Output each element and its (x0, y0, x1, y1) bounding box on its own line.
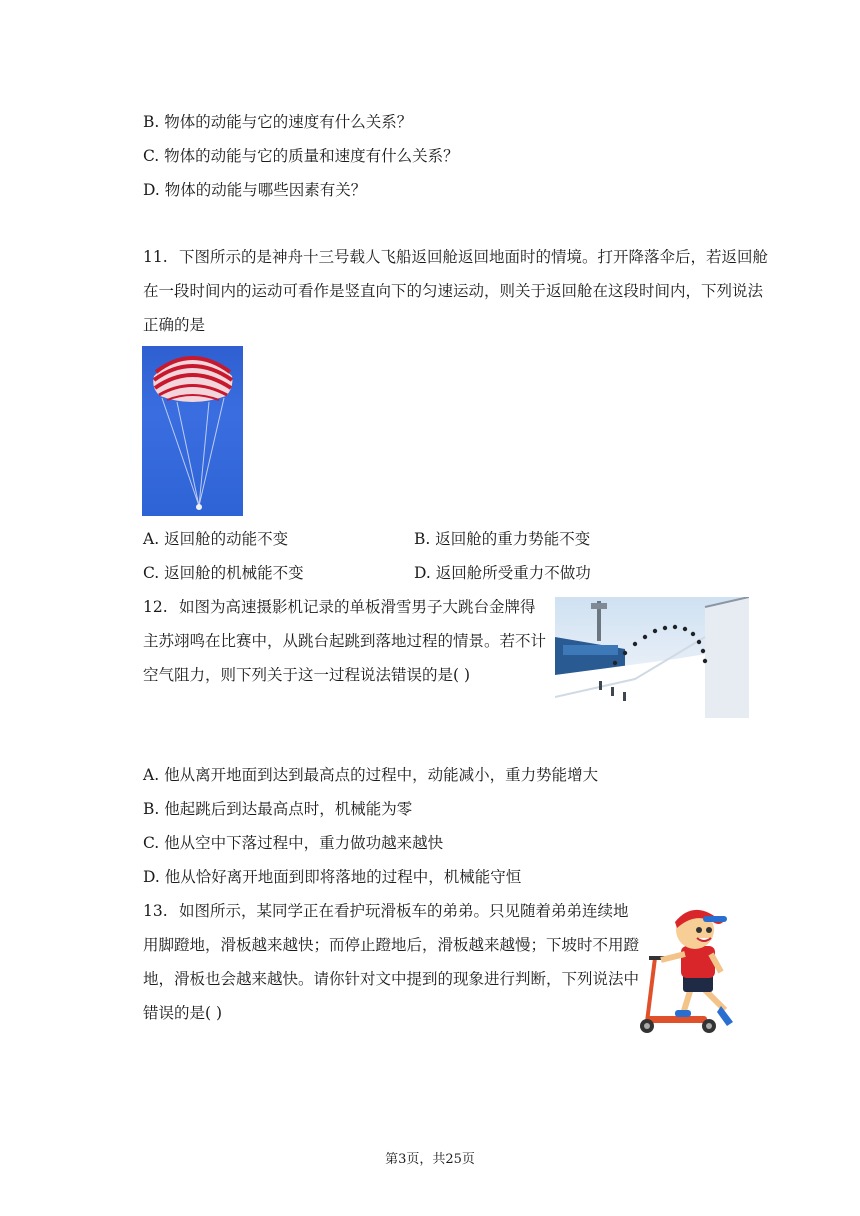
option-text: 返回舱的重力势能不变 (435, 530, 591, 548)
option-label: B. (414, 530, 431, 548)
option-text: 返回舱所受重力不做功 (435, 564, 591, 582)
option-b (414, 529, 590, 549)
option-text: 他从离开地面到达到最高点的过程中，动能减小，重力势能增大 (164, 766, 599, 784)
option-text: 物体的动能与它的速度有什么关系？ (164, 113, 413, 131)
question-13-line-4: 错误的是( ) (143, 1004, 223, 1022)
option-text: 返回舱的机械能不变 (164, 564, 304, 582)
question-text: 如图为高速摄影机记录的单板滑雪男子大跳台金牌得 (179, 598, 536, 616)
option-b (143, 112, 412, 132)
question-number: 11. (143, 248, 168, 266)
question-13-line-3: 地，滑板也会越来越快。请你针对文中提到的现象进行判断，下列说法中 (143, 970, 640, 988)
option-label: C. (143, 564, 160, 582)
option-a (143, 529, 288, 549)
option-d (414, 563, 591, 583)
ski-jump-image (555, 597, 749, 718)
question-text: 下图所示的是神舟十三号载人飞船返回舱返回地面时的情境。打开降落伞后，若返回舱 (179, 248, 769, 266)
question-11-line-3: 正确的是 (143, 316, 206, 334)
question-13-line-2: 用脚蹬地，滑板越来越快；而停止蹬地后，滑板越来越慢；下坡时不用蹬 (143, 936, 640, 954)
option-label: C. (143, 834, 160, 852)
option-label: D. (414, 564, 431, 582)
question-12-line-1 (143, 597, 536, 617)
page-footer: 第3页，共25页 (385, 1152, 475, 1167)
option-label: A. (143, 530, 160, 548)
option-label: C. (143, 147, 160, 165)
option-c (143, 563, 304, 583)
scooter-boy-image (633, 900, 751, 1036)
option-text: 物体的动能与哪些因素有关？ (164, 181, 367, 199)
option-d (143, 867, 521, 887)
question-number: 13. (143, 902, 168, 920)
question-13-line-1 (143, 901, 629, 921)
option-label: B. (143, 800, 160, 818)
option-text: 物体的动能与它的质量和速度有什么关系？ (164, 147, 459, 165)
option-label: D. (143, 868, 160, 886)
option-c (143, 146, 459, 166)
option-b (143, 799, 412, 819)
question-11-line-2: 在一段时间内的运动可看作是竖直向下的匀速运动，则关于返回舱在这段时间内，下列说法 (143, 282, 764, 300)
option-label: D. (143, 181, 160, 199)
option-a (143, 765, 598, 785)
option-text: 返回舱的动能不变 (164, 530, 289, 548)
option-text: 他从恰好离开地面到即将落地的过程中，机械能守恒 (164, 868, 522, 886)
question-text: 如图所示，某同学正在看护玩滑板车的弟弟。只见随着弟弟连续地 (179, 902, 629, 920)
option-d (143, 180, 366, 200)
option-label: B. (143, 113, 160, 131)
option-label: A. (143, 766, 160, 784)
option-c (143, 833, 443, 853)
parachute-image (142, 346, 243, 516)
question-number: 12. (143, 598, 168, 616)
option-text: 他起跳后到达最高点时，机械能为零 (164, 800, 413, 818)
question-12-line-3: 空气阻力，则下列关于这一过程说法错误的是( ) (143, 666, 471, 684)
option-text: 他从空中下落过程中，重力做功越来越快 (164, 834, 444, 852)
question-12-line-2: 主苏翊鸣在比赛中，从跳台起跳到落地过程的情景。若不计 (143, 632, 547, 650)
question-11-line-1 (143, 247, 768, 267)
